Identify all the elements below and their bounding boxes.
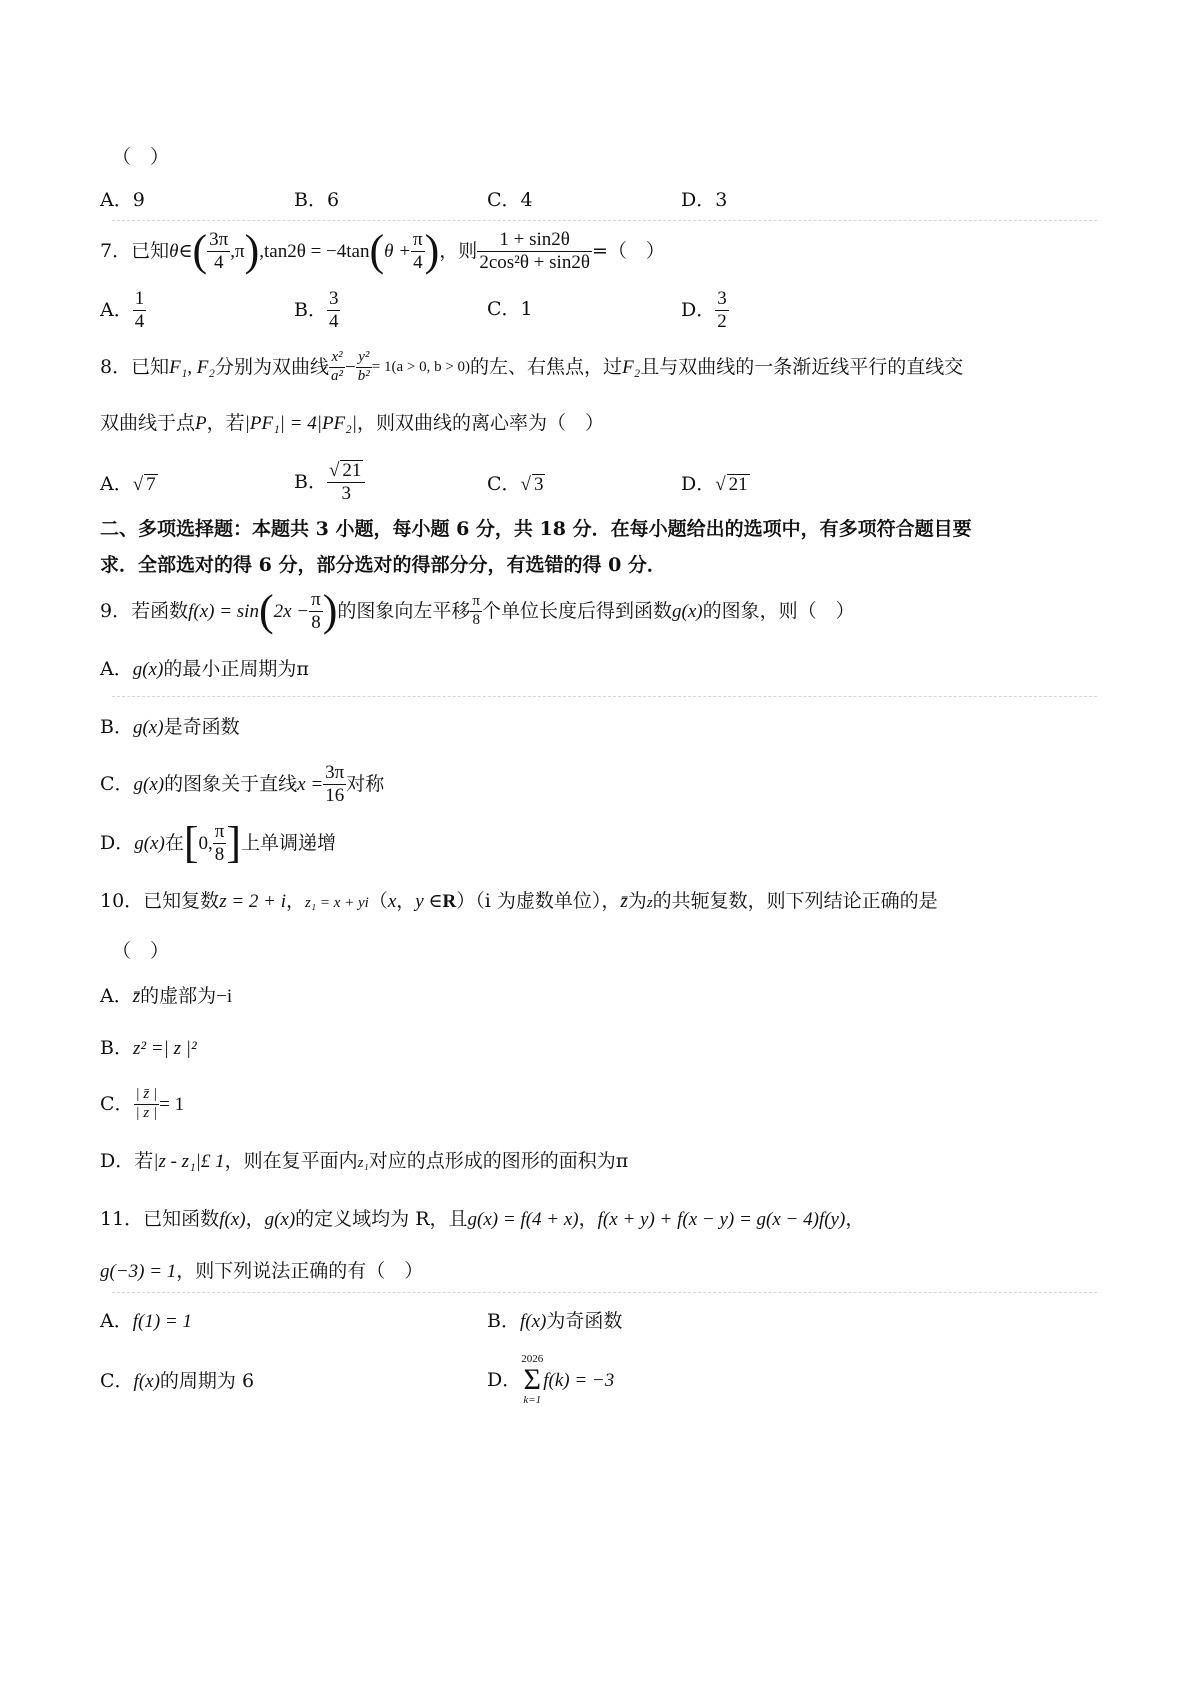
q7-theta-plus: θ + <box>384 240 412 262</box>
q6-paren: （ ） <box>112 146 170 168</box>
q7-theta: θ <box>169 240 179 262</box>
q8-abs-expr: |PF₁| = 4|PF₂| <box>244 413 357 434</box>
question-11: 11．已知函数f(x)，g(x)的定义域均为 R，且g(x) = f(4 + x)，f(x + y) + f(x − y) = g(x − 4)f(y)， <box>100 1208 865 1230</box>
q7-option-a: A． $\frac{1}{4}$ <box>100 287 145 332</box>
q8-y-frac: $\frac{\text{y²}}{\text{b²}}$ <box>357 349 370 384</box>
q11-option-c: C．f(x)的周期为 6 <box>100 1370 255 1392</box>
q7-option-b: B． $\frac{3}{4}$ <box>294 287 339 332</box>
q7-number: 7．已知 <box>100 239 170 262</box>
q7-option-d: D． $\frac{3}{2}$ <box>681 287 727 332</box>
q7-option-c: C．1 <box>487 298 533 320</box>
q9-fx: f(x) = sin <box>188 600 259 622</box>
q8-x-frac: $\frac{\text{x²}}{\text{a²}}$ <box>331 349 344 384</box>
q11-option-a: A．f(1) = 1 <box>100 1310 192 1332</box>
q7-tan: ,tan2θ = −4tan <box>259 240 370 262</box>
q9-option-d: D． g(x) 在 [ 0, $\frac{\pi}{8}$ ] 上单调递增 <box>100 818 337 867</box>
paren-close: ) <box>424 226 440 275</box>
q8-option-a: A．√ 7 <box>100 473 156 495</box>
q7-eq-paren: =（ ） <box>591 239 665 262</box>
section-2-heading: 二、多项选择题：本题共 3 小题，每小题 6 分，共 18 分．在每小题给出的选项中，有多项符合题目要 <box>100 518 972 540</box>
q9-option-c: C． g(x) 的图象关于直线 x = $\frac{3\pi}{16}$ 对称 <box>100 761 385 806</box>
q9-option-b: B．g(x)是奇函数 <box>100 716 240 738</box>
q7-frac1: $\frac{3\pi}{4}$ <box>209 228 229 273</box>
divider <box>112 220 1097 221</box>
q7-frac2: $\frac{\pi}{4}$ <box>413 228 423 273</box>
question-9: 9．若函数 f(x) = sin ( 2x − $\frac{\pi}{8}$ ) 的图象向左平移 $\frac{\pi}{8}$ 个单位长度后得到函数 g(x) 的图象，则（ ） <box>100 586 855 635</box>
question-10: 10．已知复数z = 2 + i，z₁ = x + yi（x，y ∈R）（i 为虚数单位），z̄为z的共轭复数，则下列结论正确的是 <box>100 890 938 912</box>
paren-close: ) <box>244 226 260 275</box>
q8-foci: F₁, F₂ <box>169 356 216 378</box>
q10-option-c: C． $\frac{| z̄ |}{| z |}$ = 1 <box>100 1086 185 1121</box>
q6-option-a: A．9 <box>100 189 145 211</box>
q6-option-c: C．4 <box>487 189 533 211</box>
section-2-heading-cont: 求．全部选对的得 6 分，部分选对的得部分分，有选错的得 0 分． <box>100 554 666 576</box>
q8-option-b: B． $\frac{√ 21}{3}$ <box>294 458 365 506</box>
q7-then: ，则 <box>439 239 478 262</box>
question-7 <box>100 226 665 276</box>
q10-paren: （ ） <box>112 940 170 962</box>
sigma-sum: 2026 Σ k=1 <box>521 1353 544 1406</box>
q6-option-d: D．3 <box>681 189 728 211</box>
divider <box>112 1292 1097 1293</box>
q7-pi: ,π <box>230 240 245 262</box>
q10-option-d: D．若|z - z₁|£ 1，则在复平面内z₁对应的点形成的图形的面积为π <box>100 1150 629 1172</box>
q6-option-b: B．6 <box>294 189 340 211</box>
q8-cond: = 1(a > 0, b > 0) <box>371 358 471 375</box>
q10-option-b: B．z² =| z |² <box>100 1037 197 1059</box>
q8-option-c: C．√ 3 <box>487 473 544 495</box>
question-11-line2: g(−3) = 1，则下列说法正确的有（ ） <box>100 1260 424 1282</box>
question-8-line2: 双曲线于点P，若|PF₁| = 4|PF₂|，则双曲线的离心率为（ ） <box>100 412 605 434</box>
q8-option-d: D．√ 21 <box>681 473 748 495</box>
q9-option-a: A．g(x)的最小正周期为π <box>100 658 309 680</box>
paren-open: ( <box>192 226 208 275</box>
paren-open: ( <box>369 226 385 275</box>
divider <box>112 696 1097 697</box>
q7-in: ∈ <box>178 240 193 262</box>
q11-option-d: D． 2026 Σ k=1 f(k) = −3 <box>487 1353 615 1406</box>
q7-frac3: $\frac{1 + \sin 2\theta}{\text{2cos²θ + sin2θ}}$ <box>479 228 590 273</box>
q10-option-a: A．z̄的虚部为−i <box>100 985 233 1007</box>
q11-option-b: B．f(x)为奇函数 <box>487 1310 623 1332</box>
question-8-line1: 8．已知 F₁, F₂ 分别为双曲线 $\frac{\text{x²}}{\text{a²}}$ − $\frac{\text{y²}}{\text{b²}}$ = 1(a > 0, b > 0) 的左、右焦点，过 F₂ 且与双曲线的一条渐近线平行的直线交 <box>100 349 964 384</box>
